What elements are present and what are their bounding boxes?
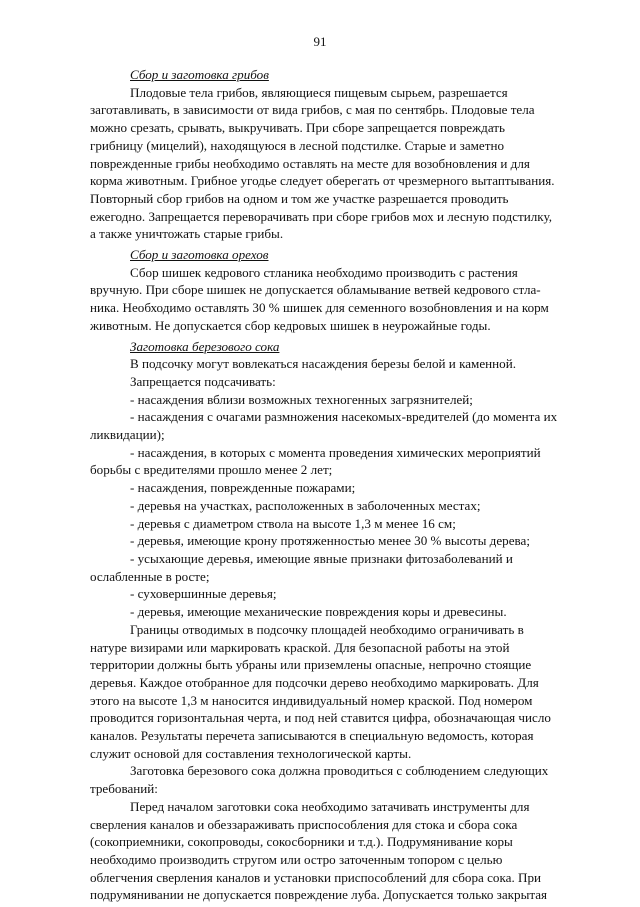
text-line: территории должны быть убраны или приземлены опасные, непрочно стоящие <box>90 657 532 673</box>
text-line: - деревья, имеющие механические повреждения коры и древесины. <box>130 604 507 620</box>
text-line: проводится горизонтальная черта, и под ней ставится цифра, обозначающая число <box>90 710 551 726</box>
text-line: (сокоприемники, сокопроводы, сокосборники и т.д.). Подрумянивание коры <box>90 834 513 850</box>
text-line: Заготовка березового сока должна проводиться с соблюдением следующих <box>130 763 549 779</box>
text-line: заготавливать, в зависимости от вида грибов, с мая по сентябрь. Плодовые тела <box>90 102 535 118</box>
text-line: - насаждения, поврежденные пожарами; <box>130 480 356 496</box>
text-line: животным. Не допускается сбор кедровых шишек в неурожайные годы. <box>90 317 491 333</box>
text-line: Плодовые тела грибов, являющиеся пищевым сырьем, разрешается <box>130 84 508 100</box>
section-heading: Сбор и заготовка грибов <box>130 67 269 82</box>
text-line: - суховершинные деревья; <box>130 586 277 602</box>
text-line: ликвидации); <box>90 427 165 443</box>
text-line: Границы отводимых в подсочку площадей необходимо ограничивать в <box>130 621 524 637</box>
text-line: - насаждения, в которых с момента проведения химических мероприятий <box>130 444 541 460</box>
text-line: Сбор шишек кедрового стланика необходимо производить с растения <box>130 264 518 280</box>
text-line: ослабленные в росте; <box>90 568 210 584</box>
text-line: ежегодно. Запрещается переворачивать при сборе грибов мох и лесную подстилку, <box>90 208 552 224</box>
text-line: корма животным. Грибное угодье следует оберегать от чрезмерного вытаптывания. <box>90 173 555 189</box>
text-line: ника. Необходимо оставлять 30 % шишек для семенного возобновления и на корм <box>90 300 549 316</box>
text-line: - усыхающие деревья, имеющие явные признаки фитозаболеваний и <box>130 550 513 566</box>
text-line: каналов. Результаты перечета записываются в специальную ведомость, которая <box>90 728 534 744</box>
page-number: 91 <box>313 34 327 49</box>
text-line: поврежденные грибы необходимо оставлять на месте для возобновления и для <box>90 155 530 171</box>
text-line: - насаждения с очагами размножения насекомых-вредителей (до момента их <box>130 409 558 425</box>
text-line: сверления каналов и обеззараживать приспособления для стока и сбора сока <box>90 816 518 832</box>
text-line: Запрещается подсачивать: <box>130 373 276 389</box>
text-line: деревья. Каждое отобранное для подсочки дерево необходимо маркировать. Для <box>90 674 539 690</box>
text-line: натуре визирами или маркировать краской. Для безопасной работы на этой <box>90 639 510 655</box>
text-line: этого на высоте 1,3 м наносится индивидуальный номер краской. Под номером <box>90 692 533 708</box>
text-line: - деревья, имеющие крону протяженностью менее 30 % высоты дерева; <box>130 533 530 549</box>
text-line: служит основой для составления технологической карты. <box>90 745 412 761</box>
text-line: требований: <box>90 781 158 797</box>
text-line: а также уничтожать старые грибы. <box>90 226 284 242</box>
text-line: грибницу (мицелий), находящуюся в лесной подстилке. Старые и заметно <box>90 137 504 153</box>
text-line: - деревья с диаметром ствола на высоте 1,3 м менее 16 см; <box>130 515 456 531</box>
text-line: можно срезать, срывать, выкручивать. При сборе запрещается повреждать <box>90 120 505 136</box>
text-line: вручную. При сборе шишек не допускается обламывание ветвей кедрового стла- <box>90 282 541 298</box>
text-line: Перед началом заготовки сока необходимо затачивать инструменты для <box>130 798 530 814</box>
section-heading: Сбор и заготовка орехов <box>130 247 269 263</box>
text-line: облегчения сверления каналов и установки приспособлений для сбора сока. При <box>90 869 542 885</box>
text-line: - деревья на участках, расположенных в заболоченных местах; <box>130 497 481 513</box>
section-heading: Заготовка березового сока <box>130 338 280 354</box>
text-line: подрумянивании не допускается повреждение луба. Допускается только закрытая <box>90 887 548 903</box>
text-line: борьбы с вредителями прошло менее 2 лет; <box>90 462 333 478</box>
text-line: - насаждения вблизи возможных техногенных загрязнителей; <box>130 391 473 407</box>
text-line: Повторный сбор грибов на одном и том же участке разрешается проводить <box>90 190 509 206</box>
document-body <box>90 66 597 907</box>
text-line: В подсочку могут вовлекаться насаждения березы белой и каменной. <box>130 356 516 372</box>
text-line: необходимо производить стругом или остро заточенным топором с целью <box>90 851 503 867</box>
